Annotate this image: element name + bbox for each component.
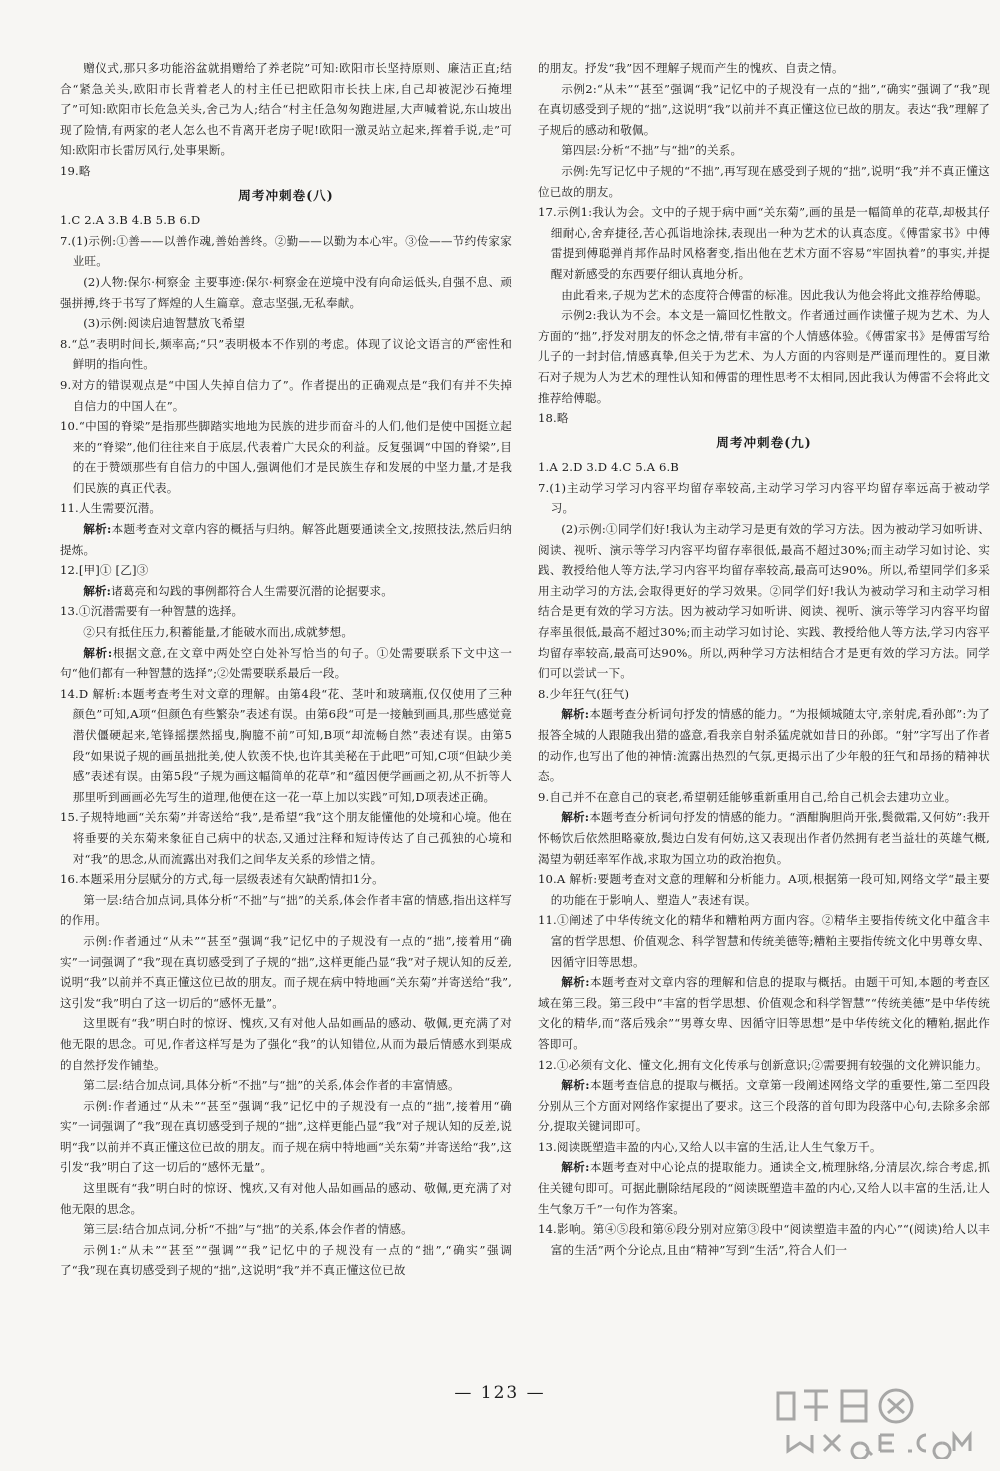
- answer-paragraph: 第四层:分析“不拙”与“拙”的关系。: [561, 143, 743, 158]
- answer-paragraph: 13.阅读既塑造丰盈的内心,又给人以丰富的生活,让人生气象万千。: [538, 1139, 882, 1154]
- answer-paragraph: 示例:作者通过“从未”“甚至”强调“我”记忆中的子规没有一点的“拙”,接着用“确实”一词强调了“我”现在真切感受到了子规的“拙”,这样更能凸显“我”对子规认知的反差,说明“我”以前并不真正懂这位已故的朋友。而子规在病中特地画“关东菊”并寄送给“我”,这引发“我”明白了这一切后的“感怀无量”。: [60, 933, 512, 1010]
- left-column: [60, 58, 512, 1418]
- answer-paragraph: [538, 1157, 990, 1219]
- answer-paragraph: 示例1:“从未”“甚至”“强调”“我”记忆中的子规没有一点的“拙”,“确实”强调了“我”现在真切感受到子规的“拙”,这说明“我”并不真正懂这位已故: [60, 1242, 512, 1278]
- answer-paragraph: [538, 807, 990, 869]
- answer-paragraph: 示例2:“从未”“甚至”强调“我”记忆中的子规没有一点的“拙”,“确实”强调了“我”现在真切感受到子规的“拙”,这说明“我”以前并不真正懂这位已故的朋友。表达“我”理解了子规后的感动和敬佩。: [538, 81, 990, 137]
- page-number: — 123 —: [454, 1383, 546, 1403]
- answer-paragraph: 7.(1)示例:①善——以善作魂,善始善终。②勤——以勤为本心牢。③俭——节约传家家业旺。: [60, 233, 512, 269]
- answer-paragraph: 15.子规特地画“关东菊”并寄送给“我”,是希望“我”这个朋友能懂他的处境和心境。他在将垂要的关东菊来象征自己病中的状态,又通过注释和短诗传达了自己孤独的心境和对“我”的思念,从而流露出对我们之间华友关系的珍惜之情。: [60, 810, 512, 866]
- answer-paragraph: 11.人生需要沉潜。: [60, 501, 162, 516]
- answer-paragraph: 1.A 2.D 3.D 4.C 5.A 6.B: [538, 460, 679, 475]
- paragraph-text: 本题考查对文章内容的概括与归纳。解答此题要通读全文,按照技法,然后归纳提炼。: [60, 522, 512, 557]
- paragraph-text: 本题考查分析词句抒发的情感的能力。“酒酣胸胆尚开张,鬓微霜,又何妨”:我开怀畅饮后依然胆略豪放,鬓边白发有何妨,这又表现出作者仍然拥有老当益壮的英雄气概,渴望为朝廷率军作战,求取为国立功的政治抱负。: [538, 810, 990, 866]
- answer-paragraph: 这里既有“我”明白时的惊讶、愧疚,又有对他人品如画品的感动、敬佩,更充满了对他无限的思念。: [60, 1181, 512, 1216]
- analysis-label: 解析:: [83, 583, 112, 598]
- answer-paragraph: 16.本题采用分层赋分的方式,每一层级表述有欠缺酌情扣1分。: [60, 872, 384, 887]
- answer-paragraph: 9.自己并不在意自己的衰老,希望朝廷能够重新重用自己,给自己机会去建功立业。: [538, 789, 957, 804]
- paragraph-text: 本题考查对文章内容的理解和信息的提取与概括。由题干可知,本题的考查区域在第三段。第三段中“丰富的哲学思想、价值观念和科学智慧”“传统美德”是中华传统文化的精华,而“落后残余”“男尊女卑、因循守旧等思想”是中华传统文化的糟粕,据此作答即可。: [538, 975, 990, 1051]
- right-column: [538, 58, 990, 1418]
- answer-paragraph: (3)示例:阅读启迪智慧放飞希望: [83, 316, 246, 331]
- answer-paragraph: 14.影响。第④⑤段和第⑥段分别对应第③段中“阅读塑造丰盈的内心”“(阅读)给人以丰富的生活”两个分论点,且由“精神”写到“生活”,符合人们一: [538, 1222, 990, 1257]
- answer-paragraph: (2)示例:①同学们好!我认为主动学习是更有效的学习方法。因为被动学习如听讲、阅读、视听、演示等学习内容平均留存率很低,最高不超过30%;而主动学习如讨论、实践、教授给他人等方法,学习内容平均留存率较高,最高可达90%。所以,希望同学们多采用主动学习的方法,会取得更好的学习效果。②同学们好!我认为被动学习和主动学习相结合是更有效的学习方法。因为被动学习如听讲、阅读、视听、演示等学习内容平均留存率虽很低,最高不超过30%;而主动学习如讨论、实践、教授给他人等方法,学习内容平均留存率较高,最高可达90%。所以,两种学习方法相结合才是更有效的学习方法。同学们可以尝试一下。: [538, 522, 990, 681]
- answer-paragraph: 第二层:结合加点词,具体分析“不拙”与“拙”的关系,体会作者的丰富情感。: [83, 1078, 460, 1093]
- answer-paragraph: 19.略: [60, 163, 91, 178]
- answer-paragraph: [60, 581, 512, 602]
- answer-paragraph: 13.①沉潜需要有一种智慧的选择。: [60, 604, 244, 619]
- answer-paragraph: 8.“总”表明时间长,频率高;“只”表明极本不作别的考虑。体现了议论文语言的严密性和鲜明的指向性。: [60, 336, 512, 372]
- answer-paragraph: 7.(1)主动学习学习内容平均留存率较高,主动学习学习内容平均留存率远高于被动学习。: [538, 480, 990, 516]
- analysis-label: 解析:: [561, 810, 590, 825]
- analysis-label: 解析:: [561, 707, 590, 722]
- answer-paragraph: [60, 519, 512, 560]
- answer-paragraph: 示例:先写记忆中子规的“不拙”,再写现在感受到子规的“拙”,说明“我”并不真正懂这位已故的朋友。: [538, 163, 990, 199]
- answer-paragraph: 17.示例1:我认为会。文中的子规于病中画“关东菊”,画的虽是一幅简单的花草,却极其仔细耐心,舍弃捷径,苦心孤诣地涂抹,表现出一种为艺术的认真态度。《傅雷家书》中傅雷提到傅聪弹肖邦作品时风格奢变,指出他在艺术方面不容易“牢固执着”的事实,并提醒对新感受的东西要仔细认真地分析。: [538, 205, 990, 281]
- answer-paragraph: 10.“中国的脊梁”是指那些脚踏实地地为民族的进步而奋斗的人们,他们是使中国挺立起来的“脊梁”,他们往往来自于底层,代表着广大民众的利益。反复强调“中国的脊梁”,目的在于赞颂那些有自信力的中国人,强调他们才是民族生存和发展的中坚力量,才是我们民族的真正代表。: [60, 419, 512, 495]
- paragraph-text: 根据文意,在文章中两处空白处补写恰当的句子。①处需要联系下文中这一句“他们都有一种智慧的选择”;②处需要联系最后一段。: [60, 645, 512, 681]
- paragraph-text: 诸葛亮和勾践的事例都符合人生需要沉潜的论据要求。: [111, 583, 393, 598]
- analysis-label: 解析:: [83, 522, 112, 537]
- answer-paragraph: 11.①阐述了中华传统文化的精华和糟粕两方面内容。②精华主要指传统文化中蕴含丰富的哲学思想、价值观念、科学智慧和传统美德等;糟粕主要指传统文化中男尊女卑、因循守旧等思想。: [538, 913, 990, 969]
- analysis-label: 解析:: [561, 975, 590, 990]
- answer-paragraph: 示例:作者通过“从未”“甚至”强调“我”记忆中的子规没有一点的“拙”,接着用“确实”一词强调了“我”现在真切感受到子规的“拙”,这样更能凸显“我”对子规认知的反差,说明“我”以前并不真正懂这位已故的朋友。而子规在病中特地画“关东菊”并寄送给“我”,这引发“我”明白了这一切后的“感怀无量”。: [60, 1098, 512, 1175]
- analysis-label: 解析:: [561, 1160, 590, 1175]
- answer-paragraph: 的朋友。抒发“我”因不理解子规而产生的愧疚、自责之情。: [538, 61, 844, 75]
- answer-paragraph: 18.略: [538, 411, 569, 426]
- answer-paragraph: 由此看来,子规为艺术的态度符合傅雷的标准。因此我认为他会将此文推荐给傅聪。: [561, 287, 988, 302]
- section-heading: 周考冲刺卷(八): [238, 187, 334, 203]
- answer-paragraph: 这里既有“我”明白时的惊讶、愧疚,又有对他人品如画品的感动、敬佩,更充满了对他无限的思念。可见,作者这样写是为了强化“我”的认知错位,从而为最后情感水到渠成的自然抒发作铺垫。: [60, 1016, 512, 1072]
- answer-paragraph: (2)人物:保尔·柯察金 主要事迹:保尔·柯察金在逆境中没有向命运低头,自强不息、顽强拼搏,终于书写了辉煌的人生篇章。意志坚强,无私奉献。: [60, 274, 512, 310]
- answer-paragraph: 14.D 解析:本题考查考生对文章的理解。由第4段“花、茎叶和玻璃瓶,仅仅使用了三种颜色”可知,A项“但颜色有些繁杂”表述有误。由第6段“可是一接触到画具,那些感觉竟潜伏僵硬起来,笔锋摇摆然摇曳,胸臆不前”可知,B项“却流畅自然”表述有误。由第5段“如果说子规的画虽拙批美,使人钦羡不快,也许其美秘在于此吧”可知,C项“但缺少美感”表述有误。由第5段“子规为画这幅简单的花草”和“蕴因便学画画之初,从不折等人那里听到画画必先写生的道理,他便在这一花一草上加以实践”可知,D项表述正确。: [60, 686, 512, 804]
- answer-paragraph: 12.①必须有文化、懂文化,拥有文化传承与创新意识;②需要拥有较强的文化辨识能力。: [538, 1057, 988, 1072]
- answer-paragraph: 第三层:结合加点词,分析“不拙”与“拙”的关系,体会作者的情感。: [83, 1222, 413, 1237]
- answer-paragraph: ②只有抵住压力,积蓄能量,才能破水而出,成就梦想。: [83, 625, 354, 640]
- analysis-label: 解析:: [83, 645, 113, 660]
- answer-paragraph: [538, 972, 990, 1054]
- paragraph-text: 本题考查分析词句抒发的情感的能力。“为报倾城随太守,亲射虎,看孙郎”:为了报答全城的人跟随我出猎的盛意,看我亲自射杀猛虎就如昔日的孙郎。“射”字写出了作者的动作,也写出了他的神情:流露出热烈的气氛,更揭示出了少年般的狂气和昂扬的精神状态。: [538, 707, 990, 784]
- answer-paragraph: 12.[甲]① [乙]③: [60, 563, 149, 578]
- answer-paragraph: 8.少年狂气(狂气): [538, 686, 630, 701]
- answer-paragraph: 9.对方的错误观点是“中国人失掉自信力了”。作者提出的正确观点是“我们有并不失掉自信力的中国人在”。: [60, 377, 512, 413]
- section-heading: 周考冲刺卷(九): [716, 434, 812, 450]
- answer-paragraph: 示例2:我认为不会。本文是一篇回忆性散文。作者通过画作读懂子规为艺术、为人方面的“拙”,抒发对朋友的怀念之情,带有丰富的个人情感体验。《傅雷家书》是傅雷写给儿子的一封封信,情感真挚,但关于为艺术、为人方面的内容则是严谨而理性的。夏目漱石对子规为人为艺术的理性认知和傅雷的理性思考不太相同,因此我认为傅雷不会将此文推荐给傅聪。: [538, 308, 990, 405]
- answer-paragraph: 1.C 2.A 3.B 4.B 5.B 6.D: [60, 213, 201, 228]
- paragraph-text: 本题考查对中心论点的提取能力。通读全文,梳理脉络,分清层次,综合考虑,抓住关键句即可。可据此删除结尾段的“阅读既塑造丰盈的内心,又给人以丰富的生活,让人生气象万千”一句作为答案。: [538, 1160, 990, 1216]
- answer-paragraph: 第一层:结合加点词,具体分析“不拙”与“拙”的关系,体会作者丰富的情感,指出这样写的作用。: [60, 892, 512, 928]
- answer-paragraph: [538, 1075, 990, 1137]
- site-watermark-logo: [758, 1379, 978, 1459]
- answer-paragraph: [538, 704, 990, 786]
- answer-paragraph: [60, 643, 512, 684]
- analysis-label: 解析:: [561, 1078, 590, 1093]
- answer-paragraph: 赠仪式,那只多功能浴盆就捐赠给了养老院”可知:欧阳市长坚持原则、廉洁正直;结合“紧急关头,欧阳市长背着老人的村主任已把欧阳市长扶上床,自己却被泥沙石掩埋了”可知:欧阳市长危急关头,舍己为人;结合“村主任急匆匆跑进屋,大声喊着说,东山坡出现了险情,有两家的老人怎么也不肯离开老房子呢!欧阳一激灵站立起来,挥着手说,走”可知:欧阳市长雷厉风行,处事果断。: [60, 61, 512, 158]
- paragraph-text: 本题考查信息的提取与概括。文章第一段阐述网络文学的重要性,第二至四段分别从三个方面对网络作家提出了要求。这三个段落的首句即为段落中心句,去除多余部分,提取关键词即可。: [538, 1078, 990, 1134]
- answer-paragraph: 10.A 解析:要题考查对文意的理解和分析能力。A项,根据第一段可知,网络文学“最主要的功能在于影响人、塑造人”表述有误。: [538, 872, 990, 907]
